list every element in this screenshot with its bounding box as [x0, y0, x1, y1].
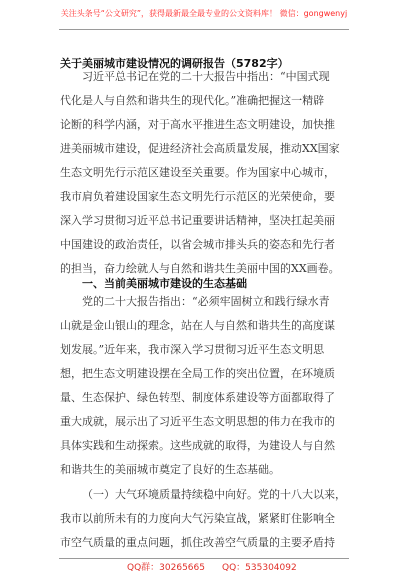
paragraph-line: 深入学习贯彻习近平总书记重要讲话精神，坚决扛起美丽 [60, 214, 335, 227]
paragraph-line: 我市以前所未有的力度向大气污染宣战，紧紧盯住影响全 [60, 512, 335, 525]
subsection-paragraph [60, 483, 350, 555]
header-banner: 关注头条号“公文研究”，获得最新最全最专业的公文资料库！ 微信：gongwenyj [60, 9, 348, 18]
paragraph-line: 习近平总书记在党的二十大报告中指出：“中国式现 [82, 70, 330, 83]
paragraph-line: 想，把生态文明建设摆在全局工作的突出位置，在环境质 [60, 367, 335, 380]
paragraph-line: 论断的科学内涵，对于高水平推进生态文明建设，加快推 [60, 118, 335, 131]
paragraph-line: 党的二十大报告指出：“必须牢固树立和践行绿水青 [82, 295, 330, 308]
header-divider [59, 29, 349, 30]
paragraph-line: 具体实践和生动探索。这些成就的取得，为建设人与自然 [60, 439, 335, 452]
paragraph-line: （一）大气环境质量持续稳中向好。党的十八大以来， [82, 488, 346, 501]
paragraph-line: 中国建设的政治责任，以省会城市排头兵的姿态和先行者 [60, 238, 335, 251]
paragraph-line: 量、生态保护、绿色转型、制度体系建设等方面都取得了 [60, 391, 335, 404]
paragraph-line: 我市肩负着建设国家生态文明先行示范区的光荣使命，要 [60, 190, 335, 203]
paragraph-line: 重大成就，展示出了习近平生态文明思想的伟力在我市的 [60, 415, 335, 428]
paragraph-line: 进美丽城市建设，促进经济社会高质量发展，推动XX国家 [60, 142, 340, 155]
footer-qq-group: QQ群：30265665 [127, 563, 205, 573]
paragraph-line: 市空气质量的重点问题，抓住改善空气质量的主要矛盾持 [60, 536, 335, 549]
paragraph-line: 代化是人与自然和谐共生的现代化。”准确把握这一精辟 [60, 94, 325, 107]
paragraph-line: 划发展。”近年来，我市深入学习贯彻习近平生态文明思 [60, 343, 325, 356]
paragraph-line: 和谐共生的美丽城市奠定了良好的生态基础。 [60, 463, 280, 476]
footer-divider [59, 558, 349, 559]
paragraph-line: 的担当，奋力绘就人与自然和谐共生美丽中国的XX画卷。 [60, 262, 340, 275]
document-title: 关于美丽城市建设情况的调研报告（5782字） [60, 57, 289, 70]
footer-qq-number: QQ：535304092 [222, 563, 297, 573]
intro-paragraph [60, 65, 350, 281]
section-heading: 一、当前美丽城市建设的生态基础 [82, 277, 247, 290]
paragraph-line: 生态文明先行示范区建设至关重要。作为国家中心城市， [60, 166, 335, 179]
paragraph-line: 山就是金山银山的理念，站在人与自然和谐共生的高度谋 [60, 319, 335, 332]
section1-paragraph [60, 290, 350, 482]
